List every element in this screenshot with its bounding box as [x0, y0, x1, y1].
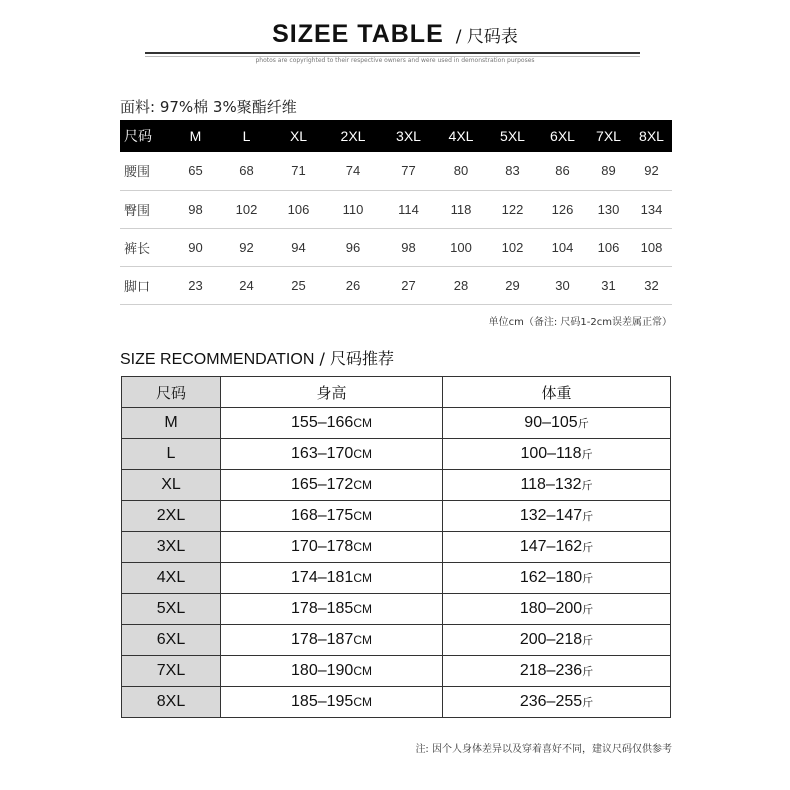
- rec-height: 155–166: [291, 414, 354, 431]
- size-header-cell: M: [189, 128, 202, 144]
- size-table: [120, 120, 672, 305]
- measurement-value: 98: [401, 239, 416, 255]
- size-header-cell: 6XL: [550, 128, 575, 144]
- measurement-value: 23: [188, 277, 203, 293]
- rec-weight: 180–200: [519, 600, 583, 617]
- measurement-label: 脚口: [124, 279, 151, 295]
- size-table-row: [120, 190, 672, 228]
- measurement-value: 65: [188, 163, 203, 179]
- rec-weight-cell: [443, 687, 671, 718]
- rec-header-size: 尺码: [122, 377, 221, 408]
- height-unit: CM: [353, 540, 372, 554]
- rec-header-height: 身高: [221, 377, 443, 408]
- page-title: [0, 20, 790, 49]
- measurement-value: 74: [345, 163, 361, 179]
- rec-height: 163–170: [291, 445, 354, 462]
- rec-size: L: [122, 439, 221, 470]
- measurement-value: 90: [188, 239, 203, 255]
- measurement-value: 104: [551, 239, 574, 255]
- recommendation-row: [122, 470, 671, 501]
- rec-weight-cell: [443, 625, 671, 656]
- measurement-value: 102: [501, 239, 524, 255]
- measurement-value: 83: [505, 163, 520, 179]
- size-header-cell: 2XL: [340, 128, 366, 144]
- measurement-value: 71: [291, 163, 306, 179]
- rec-height-cell: [221, 687, 443, 718]
- size-header-label: 尺码: [124, 128, 152, 144]
- measurement-value: 94: [291, 239, 306, 255]
- rec-height-cell: [221, 501, 443, 532]
- weight-unit: 斤: [582, 572, 594, 585]
- rec-weight: 118–132: [520, 476, 582, 493]
- measurement-label: 臀围: [124, 203, 151, 219]
- rec-weight-cell: [443, 501, 671, 532]
- size-header-cell: 8XL: [639, 128, 664, 144]
- measurement-label: 裤长: [124, 241, 151, 257]
- unit-note: 单位cm（备注: 尺码1-2cm误差属正常）: [488, 317, 672, 328]
- weight-unit: 斤: [582, 634, 594, 647]
- recommendation-table: [121, 376, 671, 718]
- measurement-value: 130: [597, 201, 620, 217]
- measurement-value: 77: [401, 163, 416, 179]
- measurement-value: 32: [644, 277, 659, 293]
- measurement-value: 29: [505, 277, 520, 293]
- measurement-value: 26: [345, 277, 361, 293]
- size-table-row: [120, 228, 672, 266]
- size-table-row: [120, 266, 672, 304]
- height-unit: CM: [353, 571, 372, 585]
- rec-weight-cell: [443, 563, 671, 594]
- measurement-value: 30: [555, 277, 570, 293]
- rec-weight: 147–162: [519, 538, 583, 555]
- height-unit: CM: [353, 447, 372, 461]
- copyright-note: photos are copyrighted to their respective owners and were used in demonstration purposes: [255, 57, 535, 64]
- size-header-cell: 5XL: [500, 128, 525, 144]
- measurement-value: 110: [342, 201, 364, 217]
- measurement-value: 122: [501, 201, 524, 217]
- height-unit: CM: [353, 509, 372, 523]
- rec-height: 180–190: [291, 662, 354, 679]
- measurement-value: 31: [601, 277, 616, 293]
- recommendation-title-chinese: / 尺码推荐: [319, 349, 394, 368]
- rec-size: 4XL: [122, 563, 221, 594]
- height-unit: CM: [353, 664, 372, 678]
- rec-size: 6XL: [122, 625, 221, 656]
- weight-unit: 斤: [582, 603, 594, 616]
- rec-height-cell: [221, 532, 443, 563]
- size-header-cell: 3XL: [396, 128, 421, 144]
- weight-unit: 斤: [581, 448, 593, 461]
- recommendation-row: [122, 563, 671, 594]
- measurement-value: 28: [453, 277, 469, 293]
- size-header-cell: 7XL: [596, 128, 621, 144]
- weight-unit: 斤: [577, 417, 589, 430]
- rec-weight: 236–255: [519, 693, 583, 710]
- rec-weight: 100–118: [520, 445, 582, 462]
- recommendation-row: [122, 532, 671, 563]
- disclaimer-note: 注: 因个人身体差异以及穿着喜好不同，建议尺码仅供参考: [415, 744, 672, 755]
- rec-weight: 90–105: [524, 414, 578, 431]
- rec-height: 178–187: [291, 631, 354, 648]
- weight-unit: 斤: [582, 696, 594, 709]
- rec-weight: 200–218: [519, 631, 583, 648]
- rec-weight-cell: [443, 439, 671, 470]
- measurement-value: 89: [601, 163, 616, 179]
- measurement-value: 108: [640, 239, 663, 255]
- rec-weight: 218–236: [519, 662, 583, 679]
- measurement-value: 100: [450, 239, 472, 255]
- rec-height-cell: [221, 594, 443, 625]
- rec-height: 185–195: [291, 693, 354, 710]
- measurement-value: 92: [239, 239, 254, 255]
- rec-weight: 132–147: [519, 507, 583, 524]
- weight-unit: 斤: [582, 665, 594, 678]
- measurement-value: 106: [287, 201, 310, 217]
- size-header-cell: L: [242, 128, 251, 144]
- size-table-header-row: [120, 120, 672, 152]
- rec-height-cell: [221, 470, 443, 501]
- height-unit: CM: [353, 602, 372, 616]
- height-unit: CM: [353, 478, 372, 492]
- size-header-cell: 4XL: [448, 128, 474, 144]
- measurement-value: 86: [555, 163, 570, 179]
- rec-weight-cell: [443, 656, 671, 687]
- height-unit: CM: [353, 416, 372, 430]
- measurement-value: 134: [640, 201, 663, 217]
- rec-height-cell: [221, 625, 443, 656]
- fabric-composition: 面料: 97%棉 3%聚酯纤维: [120, 98, 297, 116]
- rec-size: 8XL: [122, 687, 221, 718]
- title-chinese: / 尺码表: [455, 27, 518, 47]
- size-table-row: [120, 152, 672, 190]
- rec-height: 168–175: [291, 507, 354, 524]
- measurement-label: 腰围: [124, 165, 151, 181]
- title-english: SIZEE TABLE: [272, 20, 444, 48]
- measurement-value: 114: [398, 201, 419, 217]
- rec-size: 2XL: [122, 501, 221, 532]
- measurement-value: 102: [235, 201, 258, 217]
- size-header-cell: XL: [289, 128, 308, 144]
- measurement-value: 80: [453, 163, 469, 179]
- rec-height: 165–172: [291, 476, 354, 493]
- recommendation-row: [122, 687, 671, 718]
- rec-height: 170–178: [291, 538, 354, 555]
- rec-weight: 162–180: [519, 569, 583, 586]
- measurement-value: 92: [644, 163, 659, 179]
- rec-size: 7XL: [122, 656, 221, 687]
- measurement-value: 27: [401, 277, 416, 293]
- rec-weight-cell: [443, 532, 671, 563]
- rec-size: M: [122, 408, 221, 439]
- measurement-value: 68: [239, 163, 254, 179]
- weight-unit: 斤: [582, 541, 594, 554]
- measurement-value: 96: [345, 239, 361, 255]
- recommendation-title-english: SIZE RECOMMENDATION: [120, 351, 315, 368]
- title-divider: [145, 52, 640, 54]
- rec-weight-cell: [443, 408, 671, 439]
- rec-weight-cell: [443, 470, 671, 501]
- recommendation-row: [122, 656, 671, 687]
- measurement-value: 25: [291, 277, 306, 293]
- recommendation-row: [122, 501, 671, 532]
- rec-size: 5XL: [122, 594, 221, 625]
- recommendation-row: [122, 408, 671, 439]
- rec-height: 174–181: [291, 569, 354, 586]
- weight-unit: 斤: [582, 510, 594, 523]
- rec-height-cell: [221, 439, 443, 470]
- rec-height-cell: [221, 563, 443, 594]
- rec-weight-cell: [443, 594, 671, 625]
- recommendation-row: [122, 594, 671, 625]
- rec-size: XL: [122, 470, 221, 501]
- rec-height-cell: [221, 656, 443, 687]
- recommendation-header-row: [122, 377, 671, 408]
- measurement-value: 24: [239, 277, 254, 293]
- height-unit: CM: [353, 695, 372, 709]
- recommendation-row: [122, 439, 671, 470]
- rec-size: 3XL: [122, 532, 221, 563]
- rec-header-weight: 体重: [443, 377, 671, 408]
- measurement-value: 106: [597, 239, 620, 255]
- measurement-value: 126: [551, 201, 574, 217]
- rec-height: 178–185: [291, 600, 354, 617]
- measurement-value: 98: [188, 201, 203, 217]
- recommendation-row: [122, 625, 671, 656]
- weight-unit: 斤: [581, 479, 593, 492]
- measurement-value: 118: [450, 201, 472, 217]
- rec-height-cell: [221, 408, 443, 439]
- height-unit: CM: [353, 633, 372, 647]
- recommendation-title: [120, 346, 394, 369]
